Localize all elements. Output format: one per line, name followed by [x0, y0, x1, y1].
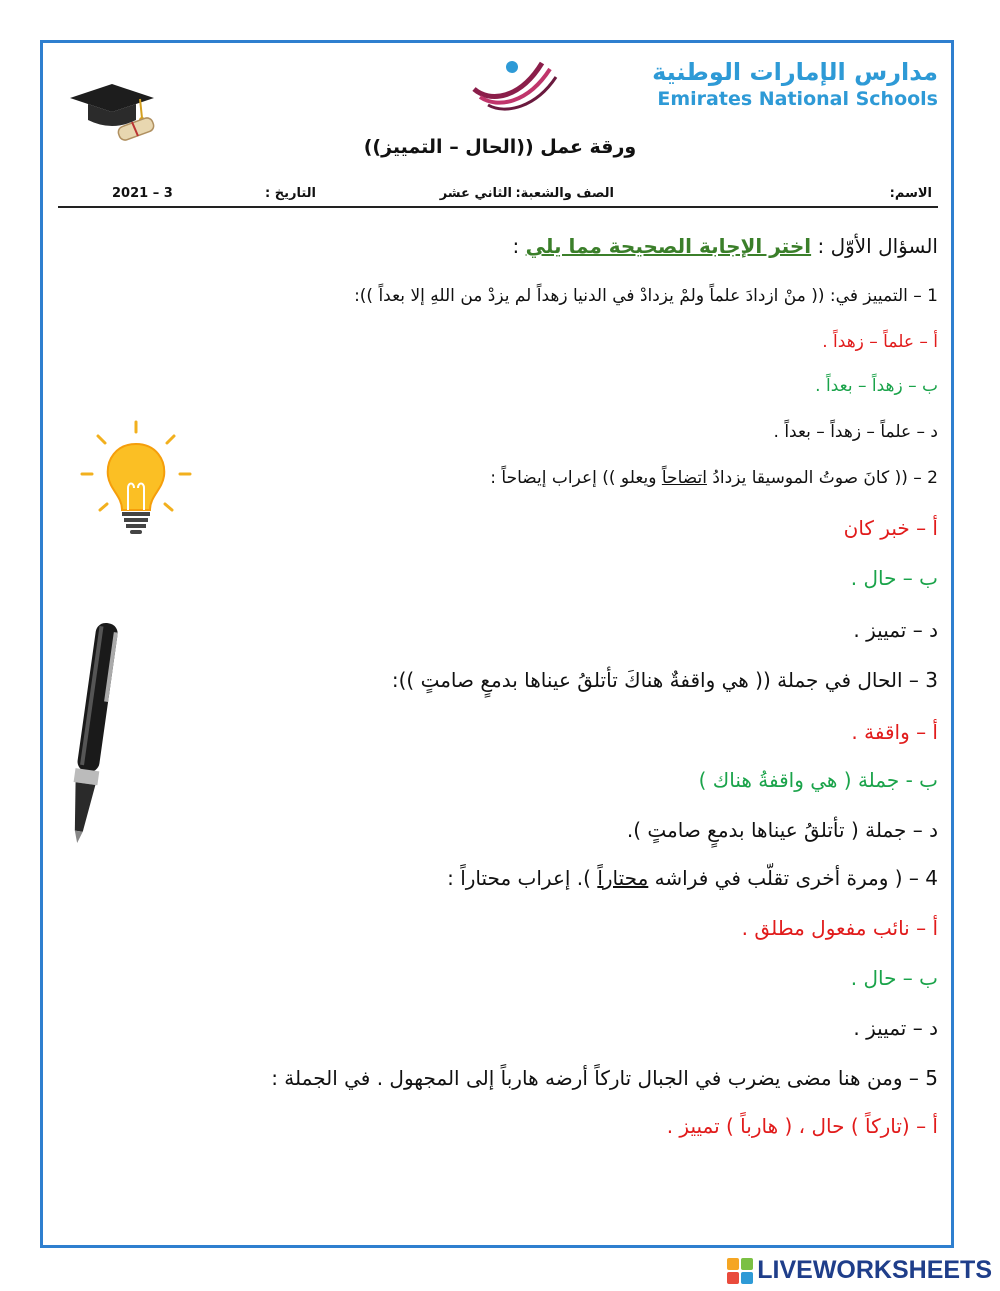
question-colon: :	[512, 234, 520, 258]
q3-option-a[interactable]: أ – واقفة .	[851, 720, 938, 744]
q4-option-d[interactable]: د – تمييز .	[853, 1016, 938, 1040]
q3-option-d[interactable]: د – جملة ( تأتلقُ عيناها بدمعٍ صامتٍ ).	[626, 818, 938, 842]
question-label: السؤال الأوّل :	[817, 234, 938, 258]
liveworksheets-logo[interactable]	[727, 1256, 992, 1285]
q1-option-b[interactable]: ب – زهداً – بعداً .	[815, 376, 938, 396]
name-label: الاسم:	[889, 186, 932, 201]
pen-icon	[62, 612, 122, 848]
q4-underlined-word: محتاراً	[597, 866, 649, 890]
q2-text	[490, 468, 938, 488]
date-label: التاريخ :	[265, 186, 316, 201]
q4-text-before: 4 – ( ومرة أخرى تقلّب في فراشه	[654, 866, 938, 890]
q1-option-d[interactable]: د – علماً – زهداً – بعداً .	[773, 422, 938, 442]
question-instruction: اختر الإجابة الصحيحة مما يلي	[525, 234, 812, 258]
q3-text: 3 – الحال في جملة (( هي واقفةٌ هناكَ تأتلقُ عيناها بدمعٍ صامتٍ )):	[391, 668, 938, 692]
q2-text-after: ويعلو )) إعراب إيضاحاً :	[490, 468, 657, 488]
q5-option-a[interactable]: أ – (تاركاً ) حال ، ( هارباً ) تمييز .	[666, 1114, 938, 1138]
school-name-arabic: مدارس الإمارات الوطنية	[652, 58, 938, 86]
q2-option-a[interactable]: أ – خبر كان	[843, 516, 938, 540]
lightbulb-icon	[78, 418, 194, 542]
q4-text	[447, 866, 938, 890]
q3-option-b[interactable]: ب - جملة ( هي واقفةُ هناك )	[698, 768, 938, 792]
q2-text-before: 2 – (( كانَ صوتُ الموسيقا يزدادُ	[712, 468, 938, 488]
header-divider	[58, 206, 938, 208]
q4-option-a[interactable]: أ – نائب مفعول مطلق .	[741, 916, 938, 940]
class-label: الصف والشعبة:	[515, 186, 614, 201]
worksheet-title: ورقة عمل ((الحال – التمييز))	[363, 136, 637, 158]
q4-option-b[interactable]: ب – حال .	[850, 966, 938, 990]
q1-text: 1 – التمييز في: (( منْ ازدادَ علماً ولمْ يزدادْ في الدنيا زهداً لم يزدْ من اللهِ إلا بعداً )):	[354, 286, 938, 306]
school-logo-icon	[470, 55, 560, 115]
q2-option-d[interactable]: د – تمييز .	[853, 618, 938, 642]
q2-option-b[interactable]: ب – حال .	[850, 566, 938, 590]
school-name-english: Emirates National Schools	[657, 88, 938, 110]
q5-text: 5 – ومن هنا مضى يضرب في الجبال تاركاً أرضه هارباً إلى المجهول . في الجملة :	[271, 1066, 938, 1090]
q2-underlined-word: اتضاحاً	[661, 468, 707, 488]
question-heading	[513, 234, 938, 258]
date-value: 2021 – 3	[112, 186, 173, 201]
class-value: الثاني عشر	[439, 186, 512, 201]
liveworksheets-brand-text: LIVEWORKSHEETS	[757, 1256, 992, 1284]
q1-option-a[interactable]: أ – علماً – زهداً .	[822, 332, 938, 352]
liveworksheets-logo-icon	[727, 1258, 753, 1284]
q4-text-after: ). إعراب محتاراً :	[447, 866, 591, 890]
